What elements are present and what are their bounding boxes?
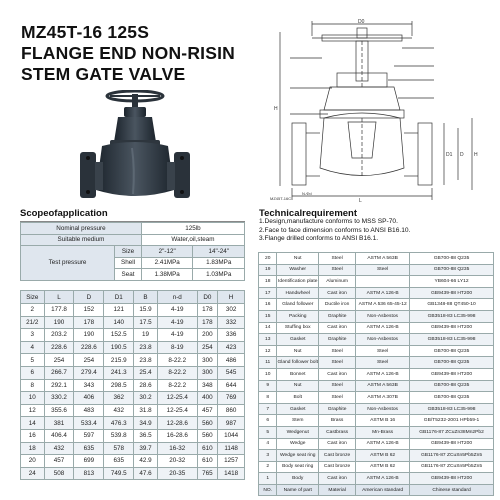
dimension-cell: 34.9 <box>134 417 158 430</box>
dimension-cell: 16 <box>21 429 45 442</box>
part-cell: Stem <box>277 415 319 427</box>
part-cell: Cast iron <box>318 322 355 334</box>
dimension-cell: 300 <box>197 354 218 367</box>
part-cell: Steel <box>318 392 355 404</box>
part-cell: GB1176-87 ZCuZn38Mn2Pb2 <box>410 426 494 438</box>
part-cell: Graphite <box>318 403 355 415</box>
part-cell: 14 <box>259 322 277 334</box>
dim-label-l: L <box>359 198 362 203</box>
dimension-cell: 23.8 <box>134 354 158 367</box>
dimension-cell: 298.5 <box>104 379 134 392</box>
dimension-cell: 12-25.4 <box>157 404 197 417</box>
scope-cell: 14"-24" <box>193 246 245 258</box>
dimension-cell: 17.5 <box>134 316 158 329</box>
dimension-header-cell: H <box>218 291 245 304</box>
part-cell: Steel <box>356 264 410 276</box>
part-header-cell: Name of part <box>277 484 319 496</box>
dimension-cell: 279.4 <box>74 366 104 379</box>
dimension-cell: 19 <box>134 329 158 342</box>
dimension-cell: 31.8 <box>134 404 158 417</box>
part-cell: 13 <box>259 334 277 346</box>
dimension-cell: 8 <box>21 379 45 392</box>
dimension-cell: 432 <box>44 442 74 455</box>
dimension-header-cell: B <box>134 291 158 304</box>
dim-label-h2: H <box>474 152 478 158</box>
part-cell: GB9439-88 HT200 <box>410 438 494 450</box>
part-cell: Graphite <box>318 334 355 346</box>
part-cell: Ductile iron <box>318 299 355 311</box>
table-row <box>259 473 494 485</box>
dimension-cell: 539.8 <box>104 429 134 442</box>
part-cell: ASTM A 307B <box>356 392 410 404</box>
table-row <box>259 345 494 357</box>
part-cell: Graphite <box>318 310 355 322</box>
dimension-cell: 483 <box>74 404 104 417</box>
dimension-cell: 4-19 <box>157 329 197 342</box>
part-cell: Gland follower bolt <box>277 357 319 369</box>
table-row <box>21 404 245 417</box>
part-cell: 5 <box>259 426 277 438</box>
dimension-cell: 813 <box>74 467 104 480</box>
dimension-cell: 1257 <box>218 455 245 468</box>
dimension-cell: 423 <box>218 341 245 354</box>
scope-cell: Test pressure <box>21 246 115 281</box>
scope-cell: Water,oil,steam <box>141 234 244 246</box>
part-cell: ASTM B 62 <box>356 450 410 462</box>
title-line-3: STEM GATE VALVE <box>21 64 186 84</box>
dimension-header-cell: n-d <box>157 291 197 304</box>
dimension-header-cell: Size <box>21 291 45 304</box>
table-row <box>259 380 494 392</box>
part-cell: GB/T5232-2001 HPb59-1 <box>410 415 494 427</box>
dimension-cell: 5 <box>21 354 45 367</box>
dimension-header-cell: D0 <box>197 291 218 304</box>
table-row <box>259 450 494 462</box>
part-cell: ASTM A 126-B <box>356 322 410 334</box>
part-cell: ASTM A 126-B <box>356 368 410 380</box>
dimension-cell: 36.5 <box>134 429 158 442</box>
dimension-table <box>20 290 245 480</box>
dimension-cell: 21/2 <box>21 316 45 329</box>
part-cell: Nut <box>277 345 319 357</box>
table-row <box>259 310 494 322</box>
dimension-cell: 597 <box>74 429 104 442</box>
part-cell: GB1176-87 ZCuSn5Pb5Zn5 <box>410 450 494 462</box>
part-cell: GB9439-88 HT200 <box>410 473 494 485</box>
dimension-cell: 20-35 <box>157 467 197 480</box>
dimension-cell: 699 <box>74 455 104 468</box>
scope-cell: 1.03MPa <box>193 269 245 281</box>
table-row <box>259 276 494 288</box>
part-cell: Castbrass <box>318 426 355 438</box>
dimension-cell: 486 <box>218 354 245 367</box>
tech-line: 2.Face to face dimension conforms to ANSI B16.10. <box>259 226 411 234</box>
table-row <box>259 438 494 450</box>
part-cell: Steel <box>356 345 410 357</box>
dimension-cell: 644 <box>218 379 245 392</box>
dimension-cell: 190 <box>44 316 74 329</box>
dimension-cell: 14 <box>21 417 45 430</box>
dimension-cell: 457 <box>44 455 74 468</box>
dimension-cell: 560 <box>197 417 218 430</box>
table-row <box>259 415 494 427</box>
part-cell: Cast bronze <box>318 450 355 462</box>
part-cell: GB9439-88 HT200 <box>410 368 494 380</box>
technical-drawing <box>262 18 490 203</box>
dimension-cell: 635 <box>74 442 104 455</box>
part-cell: 6 <box>259 415 277 427</box>
dimension-cell: 6 <box>21 366 45 379</box>
dim-label-h: H <box>274 106 278 112</box>
dim-label-d1: D1 <box>446 152 453 158</box>
dimension-cell: 42.9 <box>134 455 158 468</box>
part-cell: ASTM B 16 <box>356 415 410 427</box>
dimension-cell: 228.6 <box>44 341 74 354</box>
part-cell: Non-Asbestos <box>356 310 410 322</box>
dimension-cell: 140 <box>104 316 134 329</box>
dimension-cell: 300 <box>197 366 218 379</box>
dimension-cell: 400 <box>197 392 218 405</box>
dimension-cell: 178 <box>74 316 104 329</box>
dimension-cell: 362 <box>104 392 134 405</box>
dimension-cell: 610 <box>197 455 218 468</box>
dimension-cell: 749.5 <box>104 467 134 480</box>
dimension-cell: 343 <box>74 379 104 392</box>
dimension-cell: 12 <box>21 404 45 417</box>
part-cell: Mn-Brass <box>356 426 410 438</box>
dimension-cell: 266.7 <box>44 366 74 379</box>
table-row <box>259 299 494 311</box>
table-row <box>21 467 245 480</box>
dimension-cell: 560 <box>197 429 218 442</box>
dimension-cell: 635 <box>104 455 134 468</box>
part-cell: GB700-88 Q235 <box>410 380 494 392</box>
valve-photo <box>40 90 240 205</box>
scope-cell: 2.41MPa <box>141 257 193 269</box>
table-row <box>21 304 245 317</box>
dimension-cell: 254 <box>44 354 74 367</box>
dimension-cell: 860 <box>218 404 245 417</box>
drawing-note: MZ45T-16C <box>270 196 292 201</box>
part-cell: Steel <box>318 253 355 265</box>
table-row <box>259 392 494 404</box>
dimension-cell: 8-22.2 <box>157 379 197 392</box>
scope-cell: 2"-12" <box>141 246 193 258</box>
dimension-cell: 4-19 <box>157 304 197 317</box>
dimension-cell: 178 <box>197 304 218 317</box>
part-cell: 16 <box>259 299 277 311</box>
scope-cell: 1.83MPa <box>193 257 245 269</box>
scope-cell: 1.38MPa <box>141 269 193 281</box>
dimension-cell: 769 <box>218 392 245 405</box>
dimension-cell: 23.8 <box>134 341 158 354</box>
part-header-cell: NO. <box>259 484 277 496</box>
dimension-cell: 215.9 <box>104 354 134 367</box>
scope-cell: Shell <box>115 257 142 269</box>
table-row <box>21 455 245 468</box>
dimension-header-cell: D <box>74 291 104 304</box>
dimension-cell: 177.8 <box>44 304 74 317</box>
dimension-cell: 406.4 <box>44 429 74 442</box>
dimension-cell: 765 <box>197 467 218 480</box>
table-row <box>259 287 494 299</box>
table-row <box>259 461 494 473</box>
dimension-header-cell: L <box>44 291 74 304</box>
dimension-cell: 10 <box>21 392 45 405</box>
part-cell: 18 <box>259 276 277 288</box>
dimension-cell: 16-32 <box>157 442 197 455</box>
dimension-cell: 190.5 <box>104 341 134 354</box>
dimension-cell: 476.3 <box>104 417 134 430</box>
scope-cell: Nominal pressure <box>21 223 142 235</box>
dimension-cell: 508 <box>44 467 74 480</box>
dim-label-nd: N-Φd <box>302 191 312 196</box>
table-row <box>21 316 245 329</box>
dimension-cell: 355.6 <box>44 404 74 417</box>
dimension-cell: 228.6 <box>74 341 104 354</box>
part-cell: GB700-88 Q235 <box>410 253 494 265</box>
dimension-cell: 2 <box>21 304 45 317</box>
dim-label-d: D <box>460 152 464 158</box>
part-cell: GB9439-88 HT200 <box>410 322 494 334</box>
part-cell: ASTM A 563B <box>356 380 410 392</box>
parts-table <box>258 252 494 496</box>
part-cell: Cast iron <box>318 473 355 485</box>
part-cell: GB3518-83 LC35-998 <box>410 334 494 346</box>
dimension-cell: 432 <box>104 404 134 417</box>
dimension-cell: 39.7 <box>134 442 158 455</box>
dimension-cell: 254 <box>74 354 104 367</box>
part-cell: ASTM B 62 <box>356 461 410 473</box>
part-cell: GB9439-88 HT200 <box>410 287 494 299</box>
table-row <box>259 357 494 369</box>
part-header-cell: Chinese standard <box>410 484 494 496</box>
table-row <box>21 366 245 379</box>
dimension-cell: 1044 <box>218 429 245 442</box>
dimension-cell: 545 <box>218 366 245 379</box>
part-cell: Bolt <box>277 392 319 404</box>
part-cell: 3 <box>259 450 277 462</box>
table-row <box>21 417 245 430</box>
tech-requirements <box>259 218 494 244</box>
table-row <box>21 329 245 342</box>
dimension-cell: 610 <box>197 442 218 455</box>
dimension-cell: 203.2 <box>44 329 74 342</box>
dimension-cell: 254 <box>197 341 218 354</box>
part-cell: Cast iron <box>318 438 355 450</box>
scope-cell: Suitable medium <box>21 234 142 246</box>
dimension-cell: 330.2 <box>44 392 74 405</box>
dimension-cell: 1418 <box>218 467 245 480</box>
dimension-cell: 20-32 <box>157 455 197 468</box>
part-cell: 15 <box>259 310 277 322</box>
part-cell: Gasket <box>277 334 319 346</box>
part-cell: ASTM A 126-B <box>356 438 410 450</box>
part-cell: Nut <box>277 253 319 265</box>
part-cell: Steel <box>318 264 355 276</box>
dimension-cell: 4-19 <box>157 316 197 329</box>
part-cell: GB1348-88 QT450-10 <box>410 299 494 311</box>
part-cell: Bonnet <box>277 368 319 380</box>
part-cell: Nut <box>277 380 319 392</box>
part-cell: GB700-88 Q235 <box>410 357 494 369</box>
dimension-cell: 1148 <box>218 442 245 455</box>
part-cell: Steel <box>318 357 355 369</box>
dimension-cell: 15.9 <box>134 304 158 317</box>
part-cell: GB3518-83 LC35-998 <box>410 310 494 322</box>
dimension-cell: 25.4 <box>134 366 158 379</box>
part-cell: 10 <box>259 368 277 380</box>
dimension-cell: 24 <box>21 467 45 480</box>
part-cell: Body seat ring <box>277 461 319 473</box>
dimension-cell: 28.6 <box>134 379 158 392</box>
dimension-cell: 336 <box>218 329 245 342</box>
dimension-cell: 12-28.6 <box>157 417 197 430</box>
scope-cell: 125lb <box>141 223 244 235</box>
dimension-cell: 987 <box>218 417 245 430</box>
part-cell: Cast iron <box>318 368 355 380</box>
dimension-cell: 20 <box>21 455 45 468</box>
dimension-cell: 457 <box>197 404 218 417</box>
dimension-cell: 348 <box>197 379 218 392</box>
part-cell: Handwheel <box>277 287 319 299</box>
dimension-cell: 121 <box>104 304 134 317</box>
part-cell: Body <box>277 473 319 485</box>
dimension-cell: 332 <box>218 316 245 329</box>
dimension-cell: 578 <box>104 442 134 455</box>
part-cell: Gland follower <box>277 299 319 311</box>
dimension-cell: 241.3 <box>104 366 134 379</box>
part-cell: 17 <box>259 287 277 299</box>
dimension-cell: 4 <box>21 341 45 354</box>
part-cell: Cast iron <box>318 287 355 299</box>
title-line-1: MZ45T-16 125S <box>21 22 150 42</box>
part-cell: GB700-88 Q235 <box>410 264 494 276</box>
part-cell: Non-Asbestos <box>356 334 410 346</box>
part-cell: 8 <box>259 392 277 404</box>
title-line-2: FLANGE END NON-RISIN <box>21 43 235 63</box>
dimension-cell: 47.6 <box>134 467 158 480</box>
table-row <box>259 368 494 380</box>
scope-heading: Scopeofapplication <box>20 208 245 222</box>
part-cell <box>356 276 410 288</box>
part-cell: 20 <box>259 253 277 265</box>
part-cell: 19 <box>259 264 277 276</box>
part-cell: 7 <box>259 403 277 415</box>
dimension-cell: 8-22.2 <box>157 354 197 367</box>
dimension-cell: 302 <box>218 304 245 317</box>
part-cell: 2 <box>259 461 277 473</box>
part-cell: Steel <box>356 357 410 369</box>
table-row <box>259 334 494 346</box>
part-cell: GB700-88 Q235 <box>410 345 494 357</box>
part-cell: 11 <box>259 357 277 369</box>
part-cell: ASTM A 126-B <box>356 287 410 299</box>
dimension-cell: 178 <box>197 316 218 329</box>
dimension-cell: 8-22.2 <box>157 366 197 379</box>
tech-line: 1.Design,manufacture conforms to MSS SP-70. <box>259 218 398 225</box>
part-cell: Steel <box>318 345 355 357</box>
dimension-cell: 292.1 <box>44 379 74 392</box>
part-cell: ASTM A 536 65-45-12 <box>356 299 410 311</box>
part-cell: Brass <box>318 415 355 427</box>
dimension-header-cell: D1 <box>104 291 134 304</box>
part-cell: Washer <box>277 264 319 276</box>
dimension-cell: 200 <box>197 329 218 342</box>
table-row <box>21 429 245 442</box>
tech-heading: Technicalrequirement <box>259 208 358 219</box>
part-cell: Stuffing box <box>277 322 319 334</box>
table-row <box>259 322 494 334</box>
dimension-cell: 3 <box>21 329 45 342</box>
dim-label-d0: D0 <box>358 19 365 25</box>
part-cell: GB1176-87 ZCuSn5Pb5Zn5 <box>410 461 494 473</box>
part-cell: Identification plate <box>277 276 319 288</box>
part-cell: YB604-66 LY12 <box>410 276 494 288</box>
part-cell: 12 <box>259 345 277 357</box>
table-row <box>259 264 494 276</box>
scope-cell: Size <box>115 246 142 258</box>
table-row <box>21 379 245 392</box>
dimension-cell: 533.4 <box>74 417 104 430</box>
table-row <box>21 442 245 455</box>
table-row <box>259 426 494 438</box>
part-cell: GB700-88 Q235 <box>410 392 494 404</box>
dimension-cell: 18 <box>21 442 45 455</box>
part-cell: 9 <box>259 380 277 392</box>
table-row <box>21 354 245 367</box>
dimension-cell: 152.5 <box>104 329 134 342</box>
scope-cell: Seat <box>115 269 142 281</box>
dimension-cell: 30.2 <box>134 392 158 405</box>
part-cell: Wedge seat ring <box>277 450 319 462</box>
part-cell: Cast bronze <box>318 461 355 473</box>
dimension-cell: 12-25.4 <box>157 392 197 405</box>
dimension-cell: 381 <box>44 417 74 430</box>
tech-line: 3.Flange drilled conforms to ANSI B16.1. <box>259 235 379 243</box>
table-row <box>21 341 245 354</box>
dimension-cell: 8-19 <box>157 341 197 354</box>
part-cell: ASTM A 126-B <box>356 473 410 485</box>
part-cell: Steel <box>318 380 355 392</box>
table-row <box>259 253 494 265</box>
part-cell: Packing <box>277 310 319 322</box>
scope-table <box>20 222 245 281</box>
dimension-cell: 190 <box>74 329 104 342</box>
dimension-cell: 16-28.6 <box>157 429 197 442</box>
part-cell: 4 <box>259 438 277 450</box>
part-cell: Wedgenut <box>277 426 319 438</box>
part-header-cell: Material <box>318 484 355 496</box>
table-row <box>259 403 494 415</box>
table-row <box>21 392 245 405</box>
part-cell: Wedge <box>277 438 319 450</box>
dimension-cell: 406 <box>74 392 104 405</box>
part-header-cell: American standard <box>356 484 410 496</box>
part-cell: GB3518-83 LC35-998 <box>410 403 494 415</box>
part-cell: ASTM A 563B <box>356 253 410 265</box>
part-cell: Non-Asbestos <box>356 403 410 415</box>
part-cell: Gasket <box>277 403 319 415</box>
part-cell: Aluminum <box>318 276 355 288</box>
page-title <box>21 22 271 85</box>
part-cell: 1 <box>259 473 277 485</box>
dimension-cell: 152 <box>74 304 104 317</box>
